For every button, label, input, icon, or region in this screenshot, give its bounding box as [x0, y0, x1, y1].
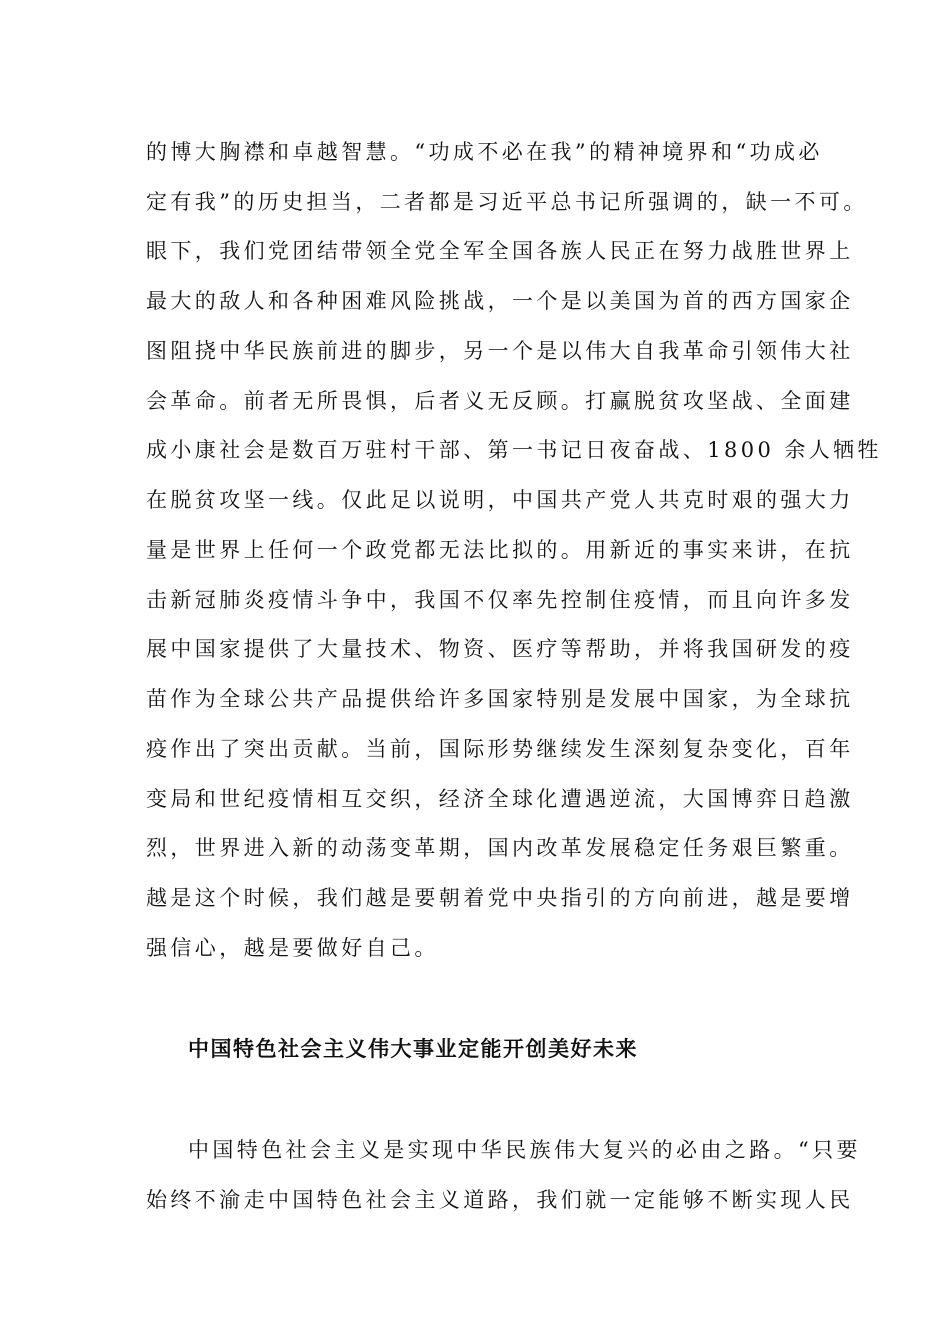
paragraph-line: 的博大胸襟和卓越智慧。“功成不必在我”的精神境界和“功成必: [146, 140, 823, 164]
paragraph-line: 图阻挠中华民族前进的脚步，另一个是以伟大自我革命引领伟大社: [146, 339, 854, 363]
paragraph-line: 苗作为全球公共产品提供给许多国家特别是发展中国家，为全球抗: [146, 687, 854, 711]
paragraph-line: 在脱贫攻坚一线。仅此足以说明，中国共产党人共克时艰的强大力: [146, 488, 854, 512]
paragraph-line: 烈，世界进入新的动荡变革期，国内改革发展稳定任务艰巨繁重。: [146, 836, 854, 860]
paragraph-line: 成小康社会是数百万驻村干部、第一书记日夜奋战、1800 余人牺牲: [146, 438, 882, 462]
paragraph-line: 量是世界上任何一个政党都无法比拟的。用新近的事实来讲，在抗: [146, 538, 854, 562]
paragraph-line: 中国特色社会主义是实现中华民族伟大复兴的必由之路。“只要: [188, 1138, 861, 1162]
section-heading: 中国特色社会主义伟大事业定能开创美好未来: [188, 1037, 638, 1061]
paragraph-line: 展中国家提供了大量技术、物资、医疗等帮助，并将我国研发的疫: [146, 637, 854, 661]
paragraph-line: 最大的敌人和各种困难风险挑战，一个是以美国为首的西方国家企: [146, 289, 854, 313]
paragraph-line: 始终不渝走中国特色社会主义道路，我们就一定能够不断实现人民: [146, 1188, 854, 1212]
paragraph-line: 变局和世纪疫情相互交织，经济全球化遭遇逆流，大国博弈日趋激: [146, 787, 854, 811]
paragraph-line: 越是这个时候，我们越是要朝着党中央指引的方向前进，越是要增: [146, 886, 854, 910]
paragraph-line: 定有我”的历史担当，二者都是习近平总书记所强调的，缺一不可。: [146, 190, 868, 214]
paragraph-line: 疫作出了突出贡献。当前，国际形势继续发生深刻复杂变化，百年: [146, 737, 854, 761]
paragraph-line: 强信心，越是要做好自己。: [146, 936, 439, 960]
paragraph-line: 会革命。前者无所畏惧，后者义无反顾。打赢脱贫攻坚战、全面建: [146, 389, 854, 413]
paragraph-line: 击新冠肺炎疫情斗争中，我国不仅率先控制住疫情，而且向许多发: [146, 588, 854, 612]
paragraph-line: 眼下，我们党团结带领全党全军全国各族人民正在努力战胜世界上: [146, 239, 854, 263]
